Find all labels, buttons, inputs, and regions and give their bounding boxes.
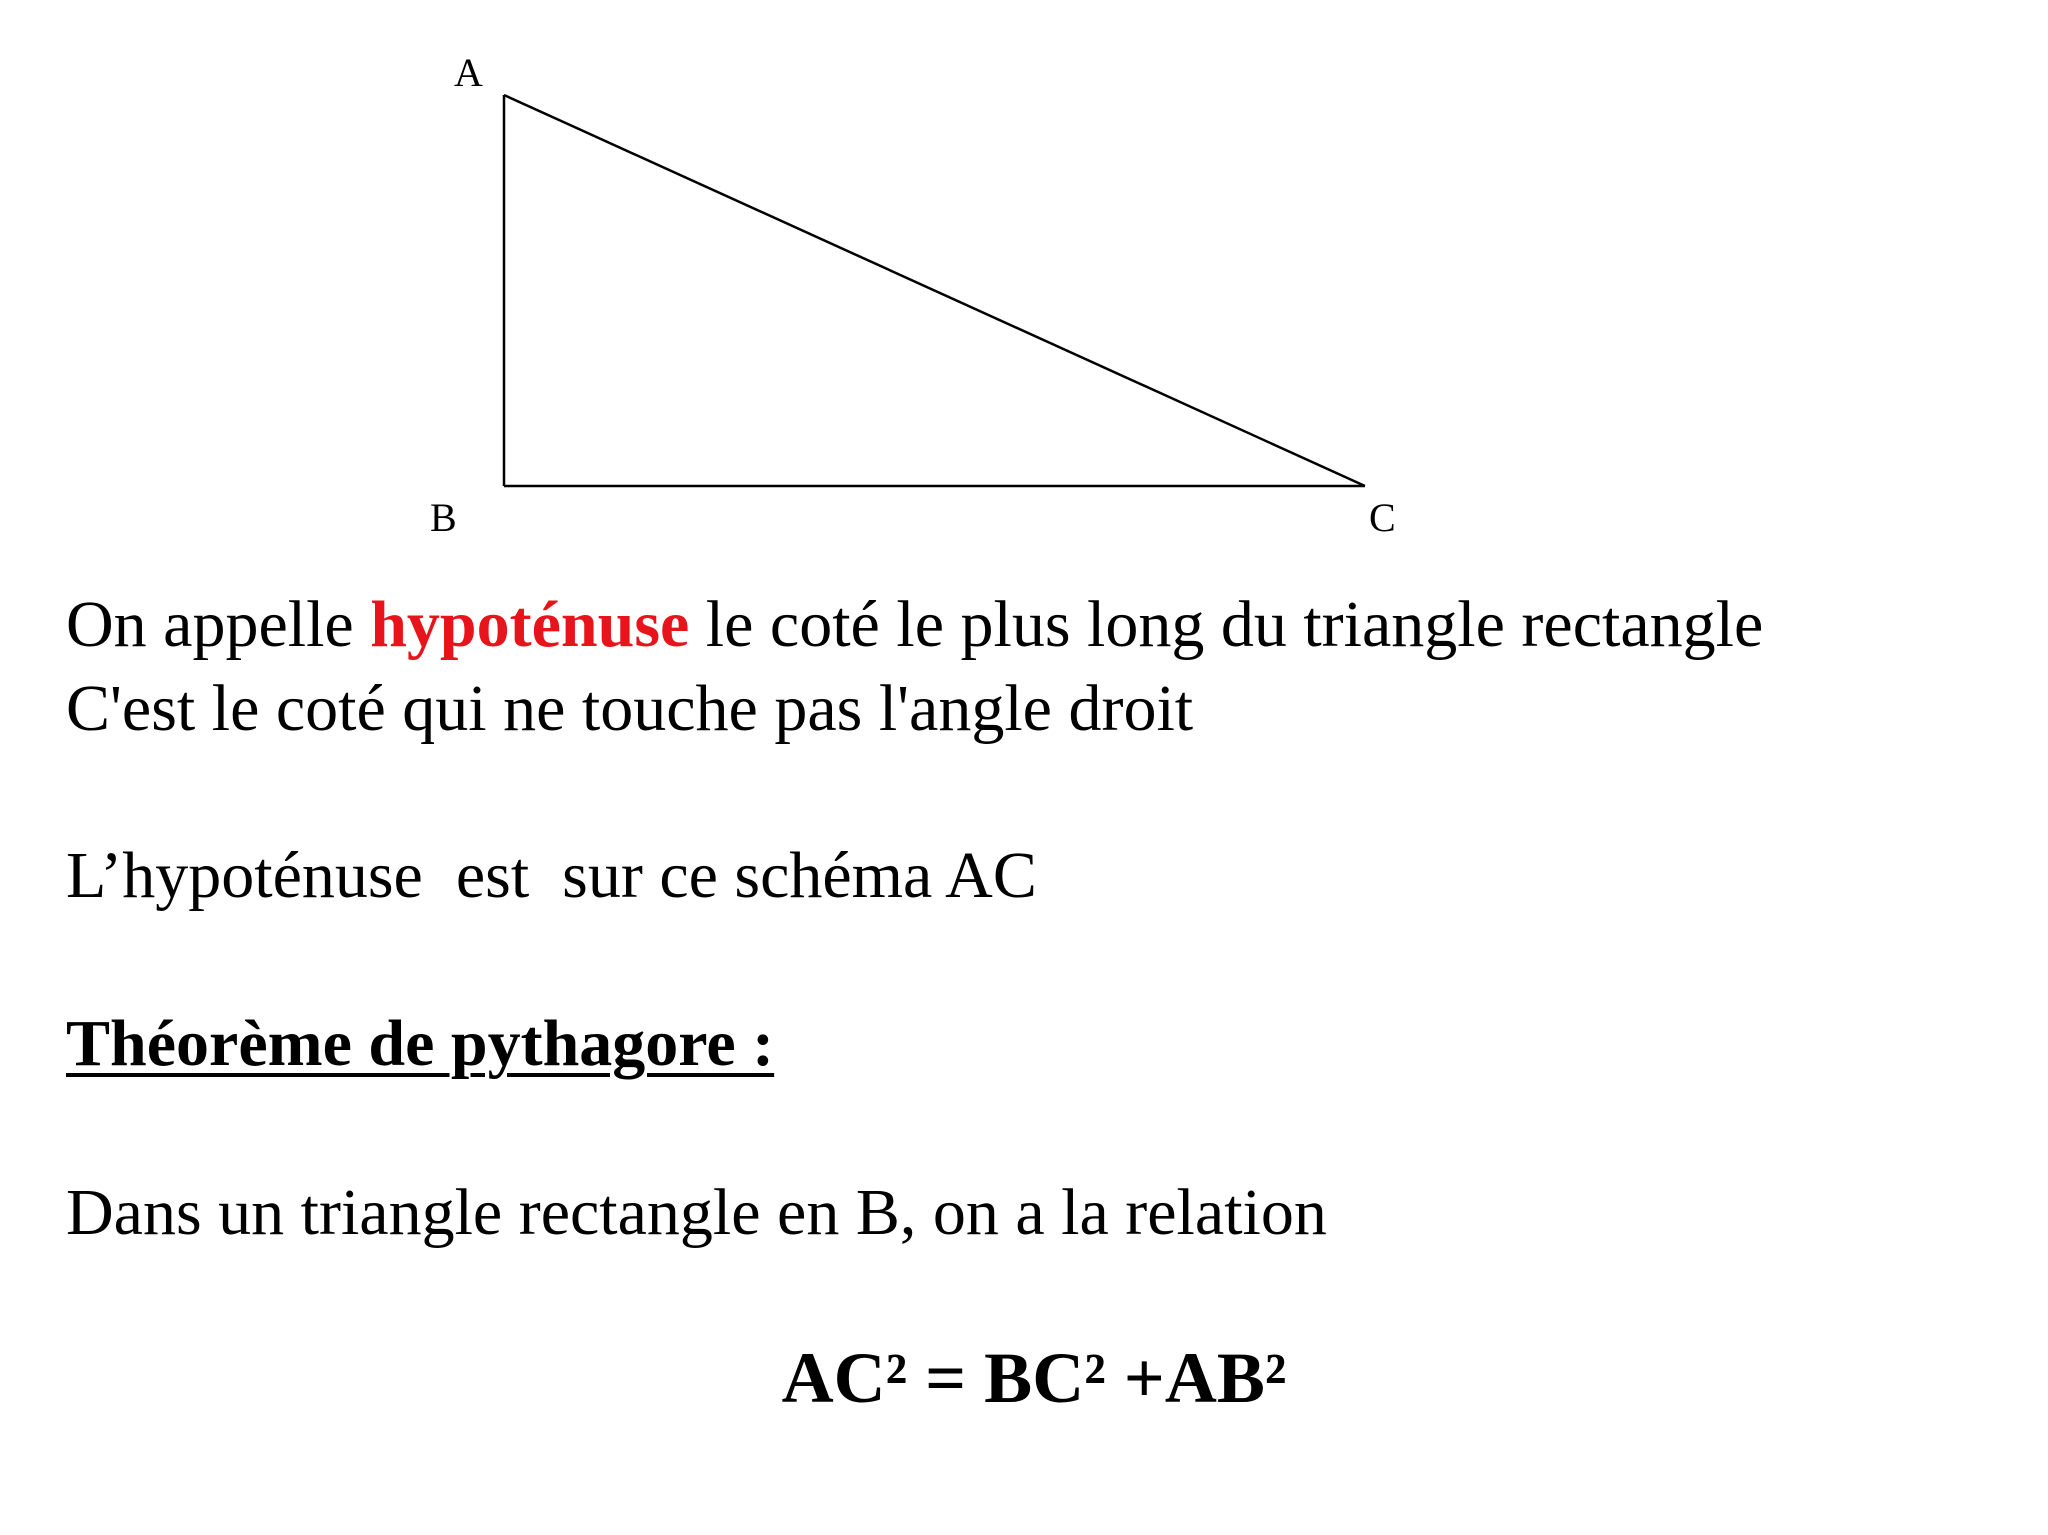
hypotenuse-term: hypoténuse (370, 588, 690, 661)
theorem-intro: Dans un triangle rectangle en B, on a la relation (66, 1176, 1327, 1249)
theorem-heading: Théorème de pythagore : (66, 1007, 775, 1080)
definition-suffix: le coté le plus long du triangle rectangle (689, 588, 1764, 661)
definition-line-2: C'est le coté qui ne touche pas l'angle droit (66, 672, 1194, 745)
definition-prefix: On appelle (66, 588, 371, 661)
vertex-label-b: B (430, 495, 457, 540)
vertex-label-c: C (1369, 495, 1396, 540)
right-triangle-diagram (0, 0, 2048, 560)
pythagorean-formula: AC² = BC² +AB² (781, 1338, 1287, 1418)
hypotenuse-statement: L’hypoténuse est sur ce schéma AC (66, 839, 1037, 912)
side-ac-hypotenuse (504, 95, 1365, 486)
definition-line-1 (66, 588, 1764, 661)
vertex-label-a: A (454, 50, 483, 95)
